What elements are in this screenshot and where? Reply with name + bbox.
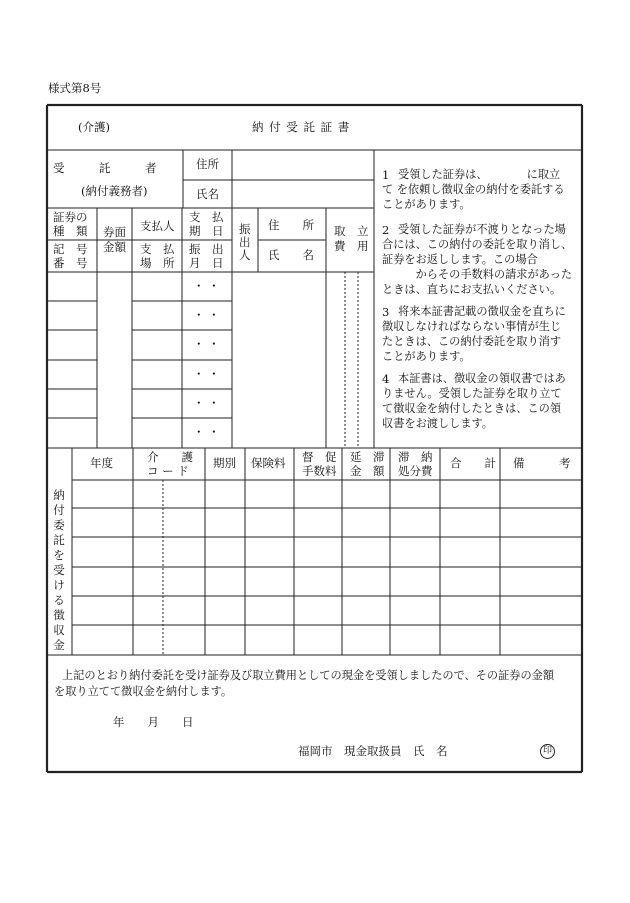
date-mark: ・ ・: [193, 396, 220, 410]
note-line: 合には、この納付の委託を取り消し、: [382, 238, 573, 251]
col-delinquency-2: 金 額: [350, 464, 385, 478]
col-due-2: 期 日: [189, 224, 224, 238]
note-line: 受領した証券は、 に取立: [398, 168, 561, 181]
col-amount-2: 金額: [103, 240, 126, 254]
footer-statement-1: 上記のとおり納付委託を受け証券及び取立費用としての現金を受領しましたので、その証券の金額: [62, 669, 555, 682]
note-line: ことがあります。: [382, 350, 471, 363]
trustee-address-label: 住所: [196, 157, 219, 171]
footer-statement-2: を取り立てて徴収金を納付します。: [54, 685, 233, 698]
col-draw-date-2: 月 日: [189, 256, 224, 270]
col-fee-2: 費 用: [334, 239, 369, 253]
col-delinquency-1: 延 滞: [350, 450, 385, 464]
date-mark: ・ ・: [193, 308, 220, 322]
trustee-label: 受 託 者: [53, 161, 157, 175]
note-line: 徴収しなければならない事情が生じ: [382, 320, 562, 333]
col-drawer-2: 出: [239, 235, 251, 249]
col-reminder-1: 督 促: [302, 450, 337, 464]
col-total: 合 計: [450, 456, 496, 470]
form-prefix: (介護): [78, 120, 110, 134]
note-line: て を依頼し徴収金の納付を委託する: [382, 183, 565, 196]
note-line: たときは、この納付委託を取り消す: [382, 335, 562, 348]
col-drawer-name: 氏 名: [268, 248, 314, 262]
seal-icon: 印: [540, 744, 555, 759]
col-cert-no-1: 記 号: [53, 242, 88, 256]
trustee-name-label: 氏名: [196, 187, 219, 201]
footer-officer: 現金取扱員 氏 名: [344, 744, 448, 758]
date-mark: ・ ・: [193, 337, 220, 351]
footer-date: 年 月 日: [113, 715, 194, 729]
note-line: ときは、直ちにお支払いください。: [382, 283, 562, 296]
note-number: 1: [382, 168, 390, 182]
col-fee-1: 取 立: [334, 224, 369, 238]
col-pay-place-2: 場 所: [140, 256, 175, 270]
note-line: 将来本証書記載の徴収金を直ちに: [398, 305, 566, 318]
date-mark: ・ ・: [193, 425, 220, 439]
note-line: 受領した証券が不渡りとなった場: [398, 223, 566, 236]
col-pay-place-1: 支 払: [140, 242, 175, 256]
note-number: 4: [382, 372, 390, 386]
col-drawer-3: 人: [239, 248, 251, 262]
note-number: 2: [382, 223, 390, 237]
page-title: 納 付 受 託 証 書: [252, 120, 351, 134]
date-mark: ・ ・: [193, 279, 220, 293]
col-due-1: 支 払: [189, 210, 224, 224]
trustee-sublabel: (納付義務者): [81, 184, 148, 198]
col-remarks: 備 考: [513, 456, 571, 470]
note-line: 収書をお渡しします。: [382, 417, 493, 430]
note-line: ことがあります。: [382, 198, 471, 211]
col-drawer-1: 振: [239, 222, 251, 236]
col-disposal-1: 滞 納: [398, 450, 433, 464]
note-line: て徴収金を納付したときは、この領: [382, 402, 562, 415]
col-draw-date-1: 振 出: [189, 242, 224, 256]
note-line: 本証書は、徴収金の領収書ではあ: [398, 372, 566, 385]
side-label: 納付委託を受ける徴収金: [53, 488, 65, 652]
form-number: 様式第8号: [48, 81, 102, 95]
col-drawer-address: 住 所: [268, 218, 314, 232]
date-mark: ・ ・: [193, 367, 220, 381]
note-line: りません。受領した証券を取り立て: [382, 387, 562, 400]
col-year: 年度: [90, 456, 113, 470]
col-care-code-2: コ ー ド: [147, 464, 189, 478]
col-reminder-2: 手数料: [302, 464, 337, 478]
note-line: 証券をお返しします。この場合: [382, 253, 538, 266]
col-care-code-1: 介 護: [147, 450, 193, 464]
note-line: からその手数料の請求があった: [382, 268, 573, 281]
col-cert-no-2: 番 号: [53, 256, 88, 270]
col-period: 期別: [213, 456, 236, 470]
col-cert-type-2: 種 類: [53, 224, 88, 238]
col-payer: 支払人: [140, 219, 175, 233]
col-premium: 保険料: [251, 456, 286, 470]
footer-city: 福岡市: [298, 744, 333, 758]
col-disposal-2: 処分費: [398, 464, 433, 478]
col-cert-type-1: 証券の: [53, 210, 88, 224]
col-amount-1: 券面: [103, 225, 126, 239]
note-number: 3: [382, 305, 390, 319]
